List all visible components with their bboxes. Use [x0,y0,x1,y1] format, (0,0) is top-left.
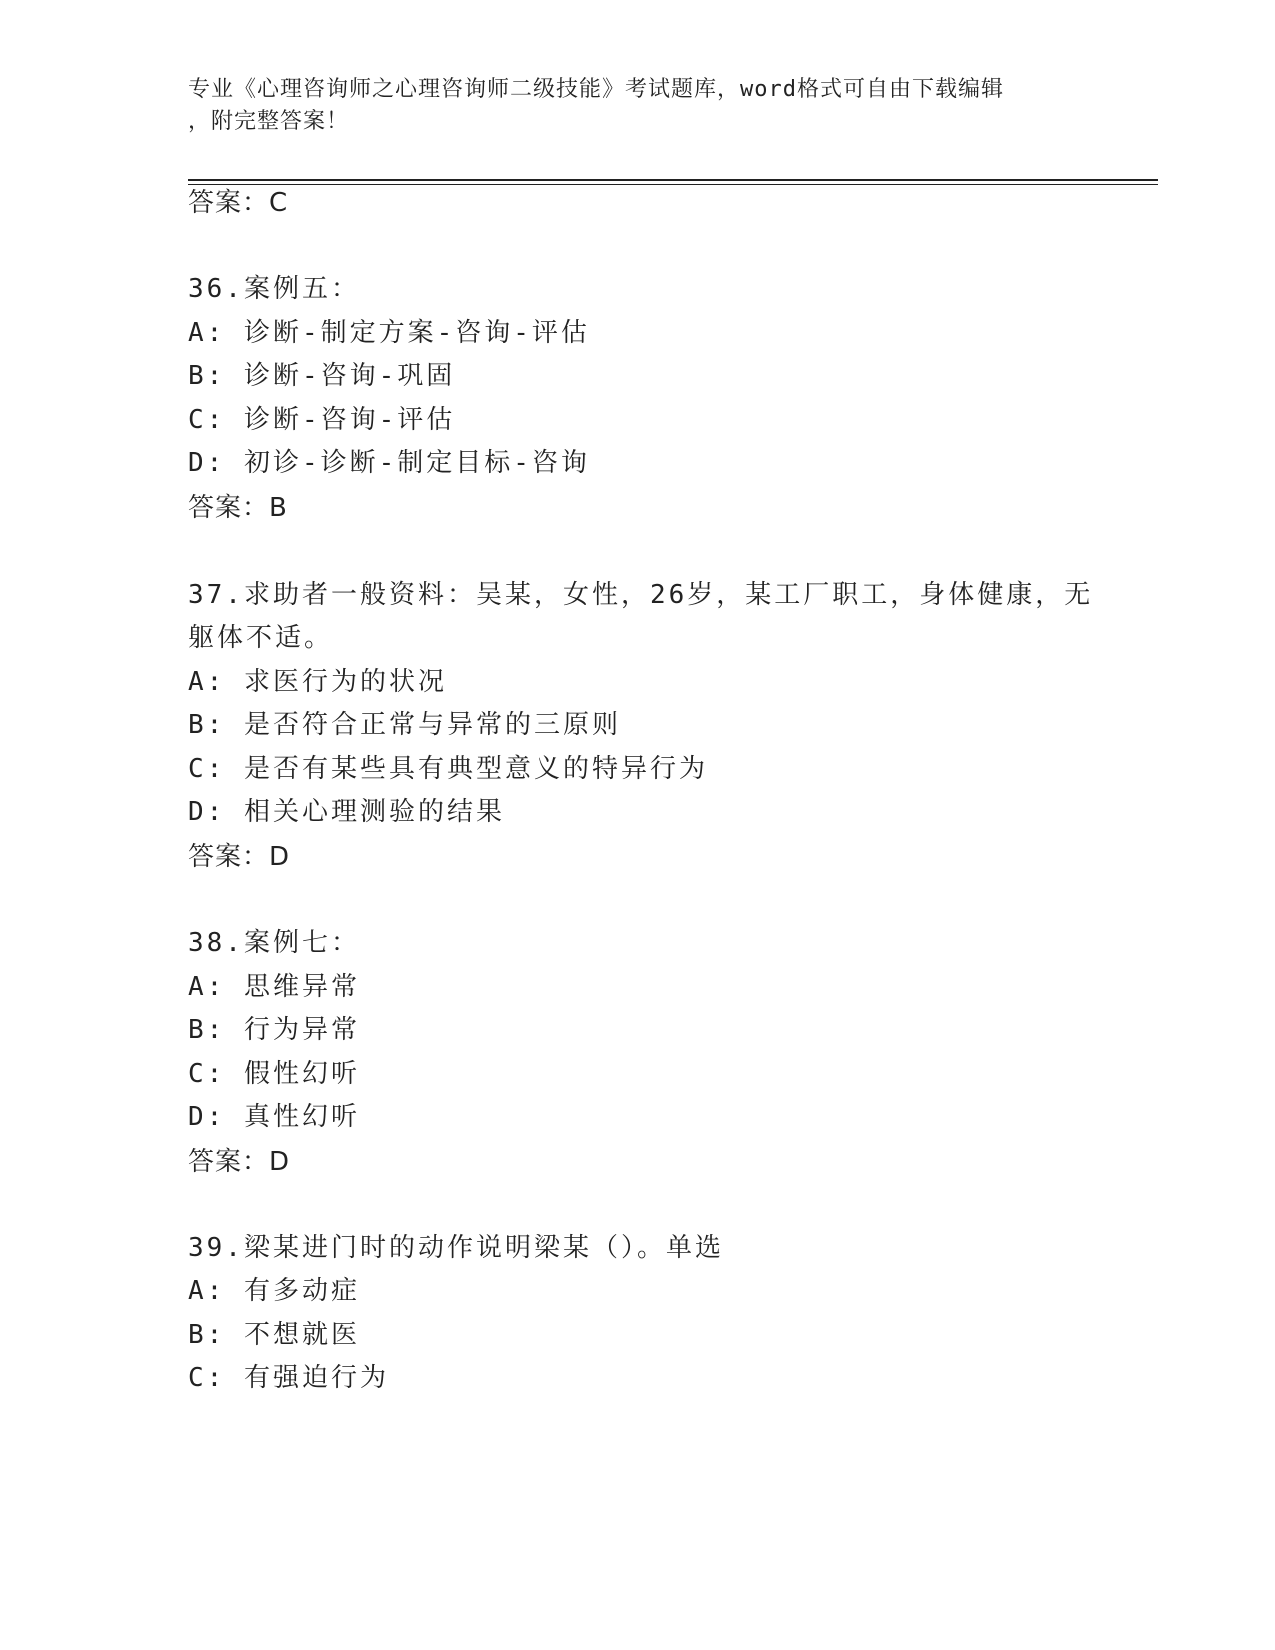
option-c: C: 假性幻听 [188,1059,360,1089]
option-a: A: 求医行为的状况 [188,667,447,697]
option-a: A: 诊断-制定方案-咨询-评估 [188,318,590,348]
option-d: D: 真性幻听 [188,1102,360,1132]
answer-line: 答案：D [188,842,291,872]
option-c: C: 是否有某些具有典型意义的特异行为 [188,754,708,784]
answer-line: 答案：B [188,493,288,523]
question-title: 37.求助者一般资料：吴某，女性，26岁，某工厂职工，身体健康，无 [188,580,1094,610]
header-divider [188,179,1158,185]
question-title: 38.案例七： [188,928,360,958]
option-b: B: 不想就医 [188,1320,360,1350]
option-d: D: 初诊-诊断-制定目标-咨询 [188,448,590,478]
option-a: A: 思维异常 [188,972,360,1002]
question-title-continued: 躯体不适。 [188,623,334,653]
header-line-1: 专业《心理咨询师之心理咨询师二级技能》考试题库，word格式可自由下载编辑 [188,77,1004,102]
option-a: A: 有多动症 [188,1276,360,1306]
page-header [188,74,1088,138]
option-b: B: 诊断-咨询-巩固 [188,361,456,391]
option-d: D: 相关心理测验的结果 [188,797,505,827]
answer-line: 答案：D [188,1147,291,1177]
answer-line: 答案：C [188,188,289,218]
option-b: B: 行为异常 [188,1015,360,1045]
header-line-2: ，附完整答案！ [188,109,350,134]
option-c: C: 有强迫行为 [188,1363,389,1393]
option-b: B: 是否符合正常与异常的三原则 [188,710,621,740]
question-title: 36.案例五： [188,274,360,304]
option-c: C: 诊断-咨询-评估 [188,405,456,435]
question-title: 39.梁某进门时的动作说明梁某（）。单选 [188,1233,724,1263]
